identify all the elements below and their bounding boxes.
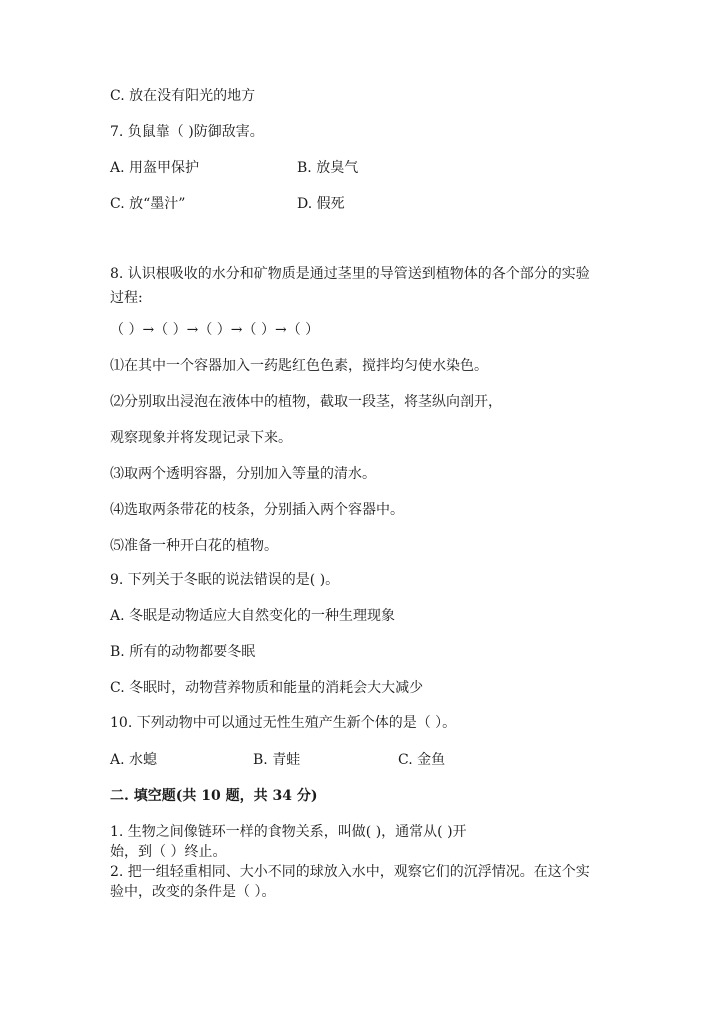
fill1-line2: 始，到（ ）终止。: [110, 844, 227, 860]
q7-stem: 7. 负鼠靠（ )防御敌害。: [110, 124, 264, 140]
q7-option-b: B. 放臭气: [297, 160, 359, 176]
q8-step-3: ⑶取两个透明容器，分别加入等量的清水。: [110, 466, 376, 482]
fill2-line2: 验中，改变的条件是（ ）。: [110, 884, 276, 900]
fill2-line1: 2. 把一组轻重相同、大小不同的球放入水中，观察它们的沉浮情况。在这个实: [110, 864, 590, 880]
q10-option-a: A. 水螅: [110, 752, 158, 768]
q7-option-c: C. 放“墨汁”: [110, 196, 186, 212]
q10-option-b: B. 青蛙: [253, 752, 301, 768]
q9-stem: 9. 下列关于冬眠的说法错误的是( )。: [110, 572, 340, 588]
q8-step-2: ⑵分别取出浸泡在液体中的植物，截取一段茎，将茎纵向剖开，: [110, 394, 502, 410]
q8-stem-line1: 8. 认识根吸收的水分和矿物质是通过茎里的导管送到植物体的各个部分的实验: [110, 266, 590, 282]
q8-step-2-cont: 观察现象并将发现记录下来。: [110, 430, 292, 446]
fill1-line1: 1. 生物之间像链环一样的食物关系，叫做( )，通常从( )开: [110, 824, 467, 840]
q9-option-b: B. 所有的动物都要冬眠: [110, 644, 256, 660]
q9-option-c: C. 冬眠时，动物营养物质和能量的消耗会大大减少: [110, 680, 424, 696]
q8-step-1: ⑴在其中一个容器加入一药匙红色色素，搅拌均匀使水染色。: [110, 358, 488, 374]
q10-option-c: C. 金鱼: [398, 752, 446, 768]
section-heading: 二. 填空题(共 10 题，共 34 分): [110, 788, 318, 804]
q7-option-d: D. 假死: [297, 196, 345, 212]
q8-stem-line2: 过程:: [110, 290, 143, 306]
q8-sequence: （ ）→（ ）→（ ）→（ ）→（ ）: [110, 322, 320, 338]
q9-option-a: A. 冬眠是动物适应大自然变化的一种生理现象: [110, 608, 396, 624]
q10-stem: 10. 下列动物中可以通过无性生殖产生新个体的是（ ）。: [110, 715, 457, 731]
q8-step-4: ⑷选取两条带花的枝条，分别插入两个容器中。: [110, 502, 404, 518]
q8-step-5: ⑸准备一种开白花的植物。: [110, 538, 278, 554]
q7-option-a: A. 用盔甲保护: [110, 160, 200, 176]
q6-option-c: C. 放在没有阳光的地方: [110, 88, 256, 104]
